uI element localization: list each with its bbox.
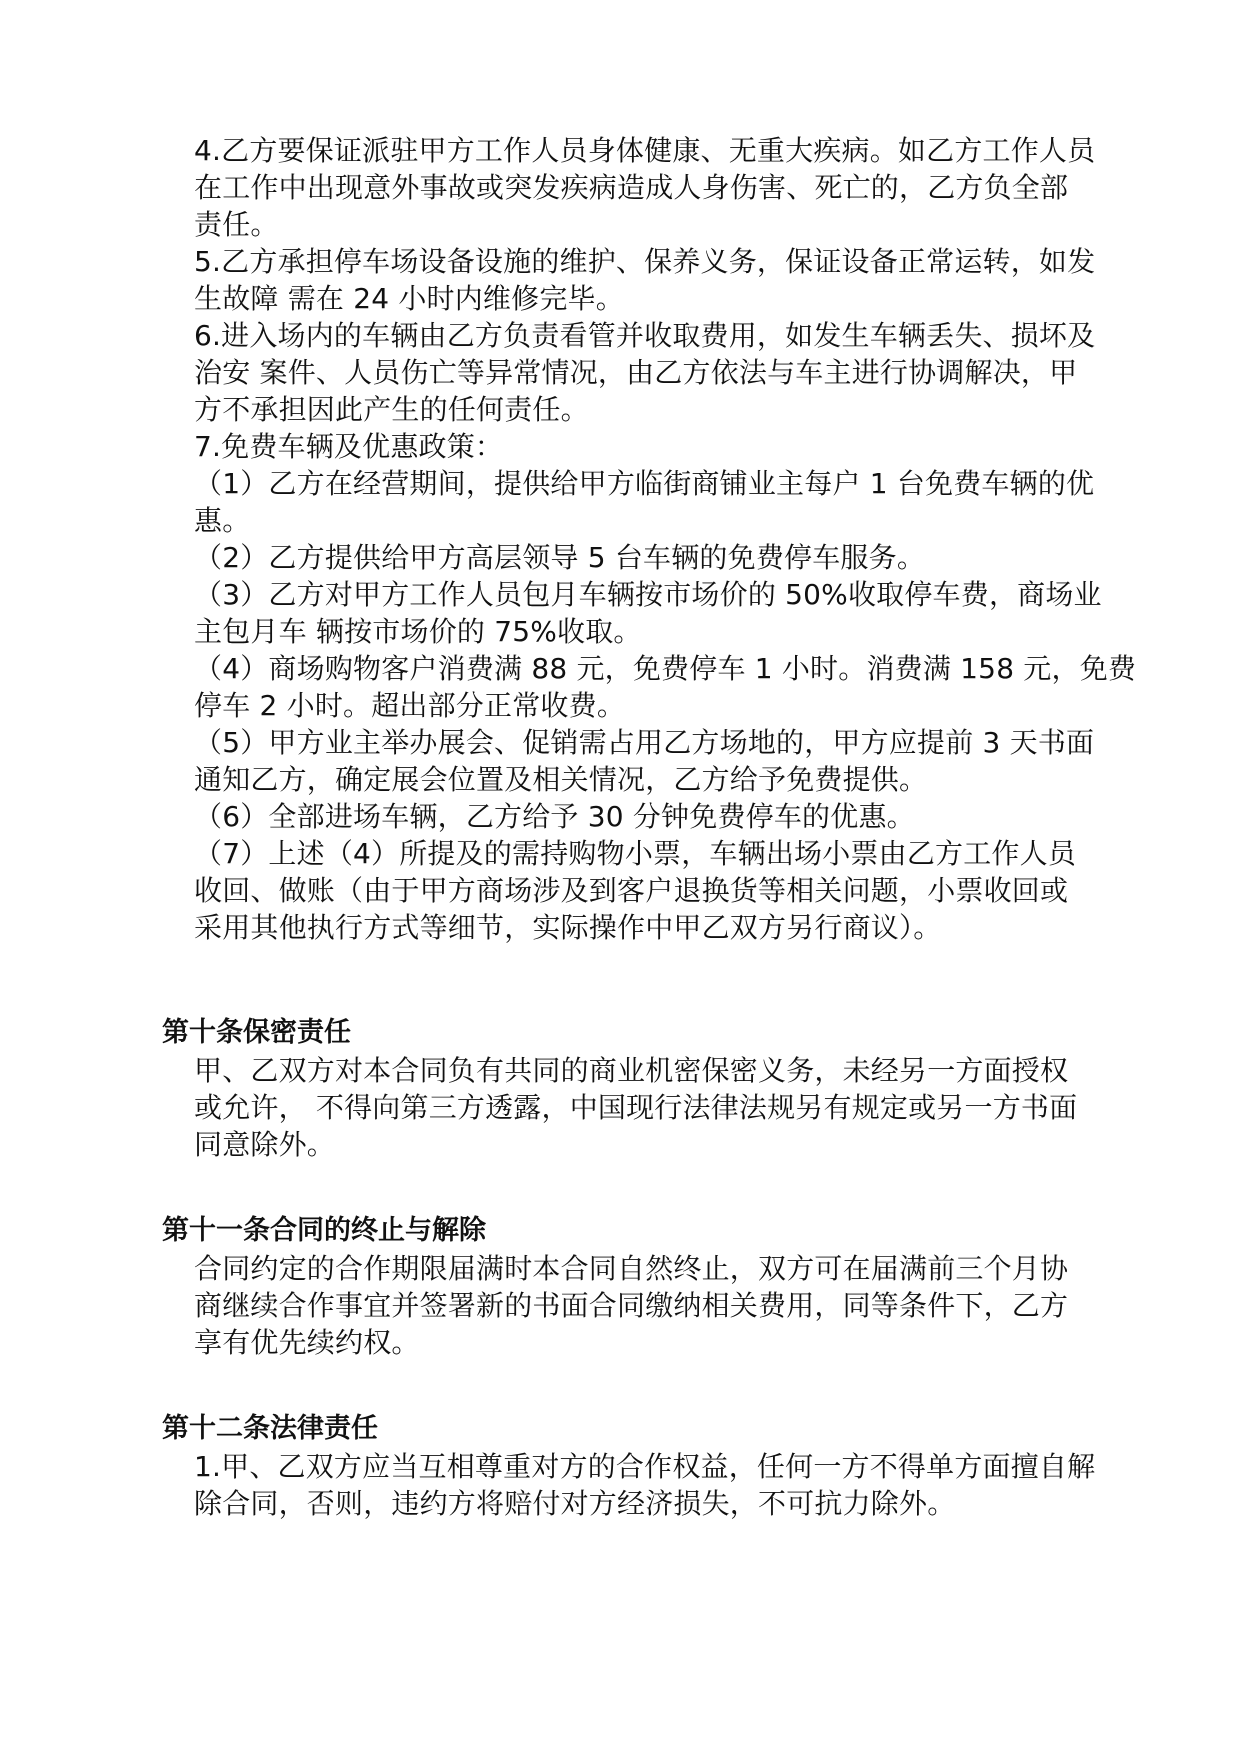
text-line: （4）商场购物客户消费满 88 元，免费停车 1 小时。消费满 158 元，免费: [194, 652, 1137, 685]
text-line: 停车 2 小时。超出部分正常收费。: [194, 689, 626, 722]
text-line: 或允许， 不得向第三方透露，中国现行法律法规另有规定或另一方书面: [194, 1091, 1078, 1124]
text-line: 享有优先续约权。: [194, 1326, 420, 1359]
article-10-heading: 第十条保密责任: [162, 1017, 351, 1048]
text-line: （6）全部进场车辆，乙方给予 30 分钟免费停车的优惠。: [194, 800, 915, 833]
article-11-heading: 第十一条合同的终止与解除: [162, 1215, 486, 1246]
clause-item-7: [194, 428, 1094, 465]
text-line: （2）乙方提供给甲方高层领导 5 台车辆的免费停车服务。: [194, 541, 926, 574]
article-12-body: [194, 1448, 1094, 1522]
text-line: 方不承担因此产生的任何责任。: [194, 393, 589, 426]
text-line: （1）乙方在经营期间，提供给甲方临街商铺业主每户 1 台免费车辆的优: [194, 467, 1095, 500]
text-line: （3）乙方对甲方工作人员包月车辆按市场价的 50%收取停车费，商场业: [194, 578, 1102, 611]
sub-item-4: [194, 650, 1137, 724]
clause-item-4: [194, 132, 1094, 243]
text-line: 采用其他执行方式等细节，实际操作中甲乙双方另行商议）。: [194, 911, 942, 944]
text-line: 在工作中出现意外事故或突发疾病造成人身伤害、死亡的，乙方负全部: [194, 171, 1069, 204]
article-12-heading: 第十二条法律责任: [162, 1413, 378, 1444]
text-line: 责任。: [194, 208, 279, 241]
text-line: 惠。: [194, 504, 251, 537]
text-line: 通知乙方，确定展会位置及相关情况，乙方给予免费提供。: [194, 763, 928, 796]
text-line: 主包月车 辆按市场价的 75%收取。: [194, 615, 642, 648]
sub-item-6: [194, 798, 1094, 835]
sub-item-1: [194, 465, 1094, 539]
clause-item-5: [194, 243, 1094, 317]
sub-item-3: [194, 576, 1102, 650]
text-line: 7.免费车辆及优惠政策：: [194, 430, 504, 463]
text-line: 合同约定的合作期限届满时本合同自然终止，双方可在届满前三个月协: [194, 1252, 1069, 1285]
text-line: 同意除外。: [194, 1128, 336, 1161]
text-line: 除合同，否则，违约方将赔付对方经济损失，不可抗力除外。: [194, 1487, 956, 1520]
text-line: 治安 案件、人员伤亡等异常情况，由乙方依法与车主进行协调解决，甲: [194, 356, 1078, 389]
text-line: 1.甲、乙双方应当互相尊重对方的合作权益，任何一方不得单方面擅自解: [194, 1450, 1096, 1483]
sub-item-7: [194, 835, 1094, 946]
text-line: 甲、乙双方对本合同负有共同的商业机密保密义务，未经另一方面授权: [194, 1054, 1069, 1087]
text-line: 生故障 需在 24 小时内维修完毕。: [194, 282, 624, 315]
article-10-body: [194, 1052, 1094, 1163]
text-line: （5）甲方业主举办展会、促销需占用乙方场地的，甲方应提前 3 天书面: [194, 726, 1095, 759]
text-line: 收回、做账（由于甲方商场涉及到客户退换货等相关问题，小票收回或: [194, 874, 1069, 907]
sub-item-2: [194, 539, 1094, 576]
text-line: 4.乙方要保证派驻甲方工作人员身体健康、无重大疾病。如乙方工作人员: [194, 134, 1096, 167]
sub-item-5: [194, 724, 1094, 798]
text-line: 5.乙方承担停车场设备设施的维护、保养义务，保证设备正常运转，如发: [194, 245, 1096, 278]
text-line: 商继续合作事宜并签署新的书面合同缴纳相关费用，同等条件下，乙方: [194, 1289, 1069, 1322]
article-11-body: [194, 1250, 1094, 1361]
clause-item-6: [194, 317, 1094, 428]
text-line: 6.进入场内的车辆由乙方负责看管并收取费用，如发生车辆丢失、损坏及: [194, 319, 1096, 352]
text-line: （7）上述（4）所提及的需持购物小票，车辆出场小票由乙方工作人员: [194, 837, 1077, 870]
